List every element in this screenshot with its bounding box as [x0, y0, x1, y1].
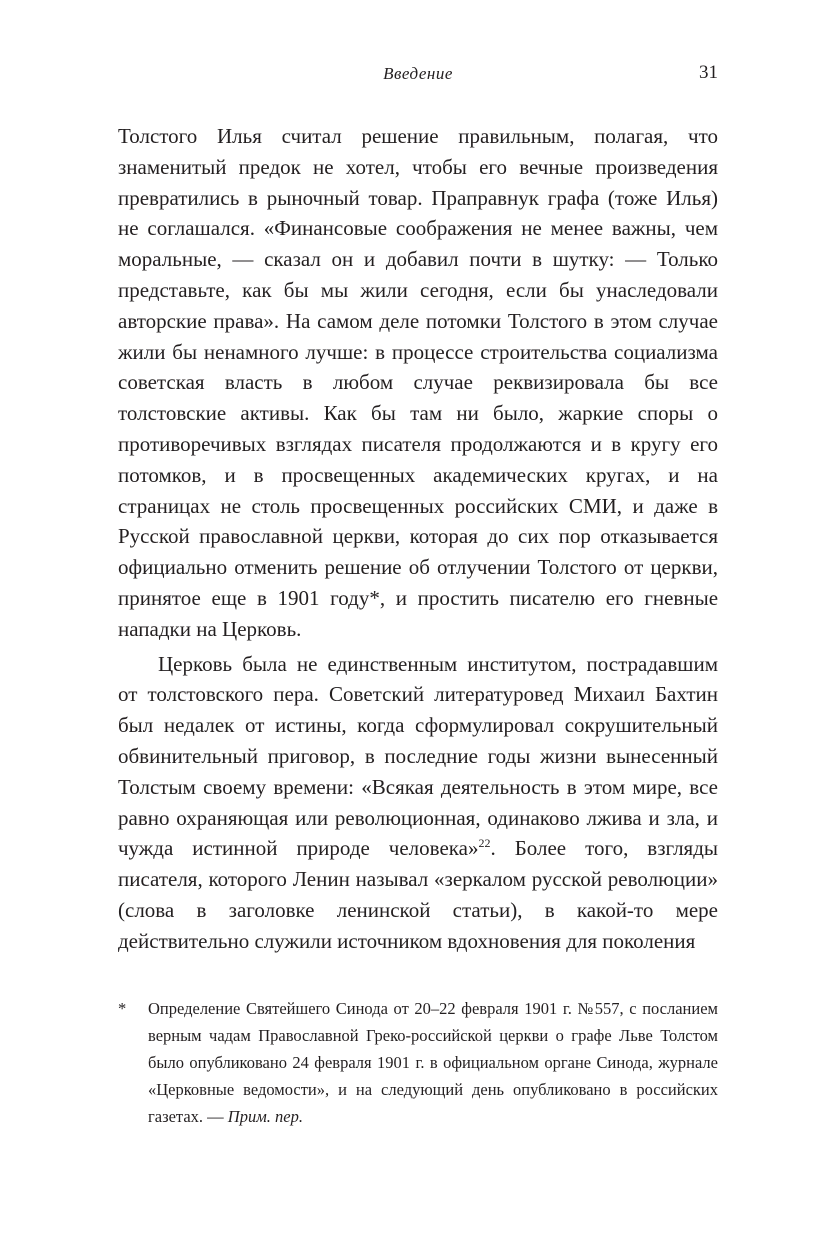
paragraph-text: , и простить писателю его гневные нападки на Церковь. — [118, 585, 719, 641]
running-head — [118, 58, 718, 88]
book-page — [118, 58, 718, 1130]
page-number: 31 — [699, 62, 718, 83]
body-text — [118, 121, 718, 957]
paragraph-text: Толстого Илья считал решение правильным, полагая, что знаменитый предок не хотел, чтобы его вечные произведения превратились в рыночный товар. Праправнук графа (тоже Илья) не соглашался. «Финансовые соображения не менее важны, чем моральные, — сказал он и добавил почти в шутку: — Только представьте, как бы мы жили сегодня, если бы унаследовали авторские права». На самом деле потомки Толстого в этом случае жили бы ненамного лучше: в процессе строительства социализма советская власть в любом случае реквизировала бы все толстовские активы. Как бы там ни было, жаркие споры о противоречивых взглядах писателя продолжаются и в кругу его потомков, и в просвещенных академических кругах, и на страницах не столь просвещенных российских СМИ, и даже в Русской православной церкви, которая до сих пор отказывается официально отменить решение об отлучении Толстого от церкви, принятое еще в 1901 году — [118, 124, 718, 610]
endnote-reference[interactable]: 22 — [478, 836, 491, 851]
footnotes — [118, 995, 718, 1130]
footnote-text: Определение Святейшего Синода от 20–22 февраля 1901 г. №557, с посланием верным чадам Православной Греко-российской церкви о графе Льве Толстом было опубликовано 24 февраля 1901 г. в официальном органе Синода, журнале «Церковные ведомости», и на следующий день опубликовано в российских газетах. — — [148, 998, 718, 1126]
footnote-attribution: Прим. пер. — [227, 1106, 303, 1126]
paragraph — [118, 649, 718, 957]
footnote-reference[interactable]: * — [369, 585, 380, 610]
paragraph — [118, 121, 718, 645]
footnote — [118, 995, 718, 1130]
paragraph-text: . Более того, взгляды писателя, которого Ленин называл «зеркалом русской революции» (слова в заголовке ленинской статьи), в какой-то мере действительно служили источником вдохновения для поколения — [118, 836, 718, 953]
footnote-mark: * — [118, 998, 127, 1018]
paragraph-text: Церковь была не единственным институтом, пострадавшим от толстовского пера. Советский литературовед Михаил Бахтин был недалек от истины, когда сформулировал сокрушительный обвинительный приговор, в последние годы жизни вынесенный Толстым своему времени: «Всякая деятельность в этом мире, все равно охраняющая или революционная, одинаково лжива и зла, и чужда истинной природе человека» — [118, 651, 718, 861]
section-title: Введение — [383, 64, 453, 83]
